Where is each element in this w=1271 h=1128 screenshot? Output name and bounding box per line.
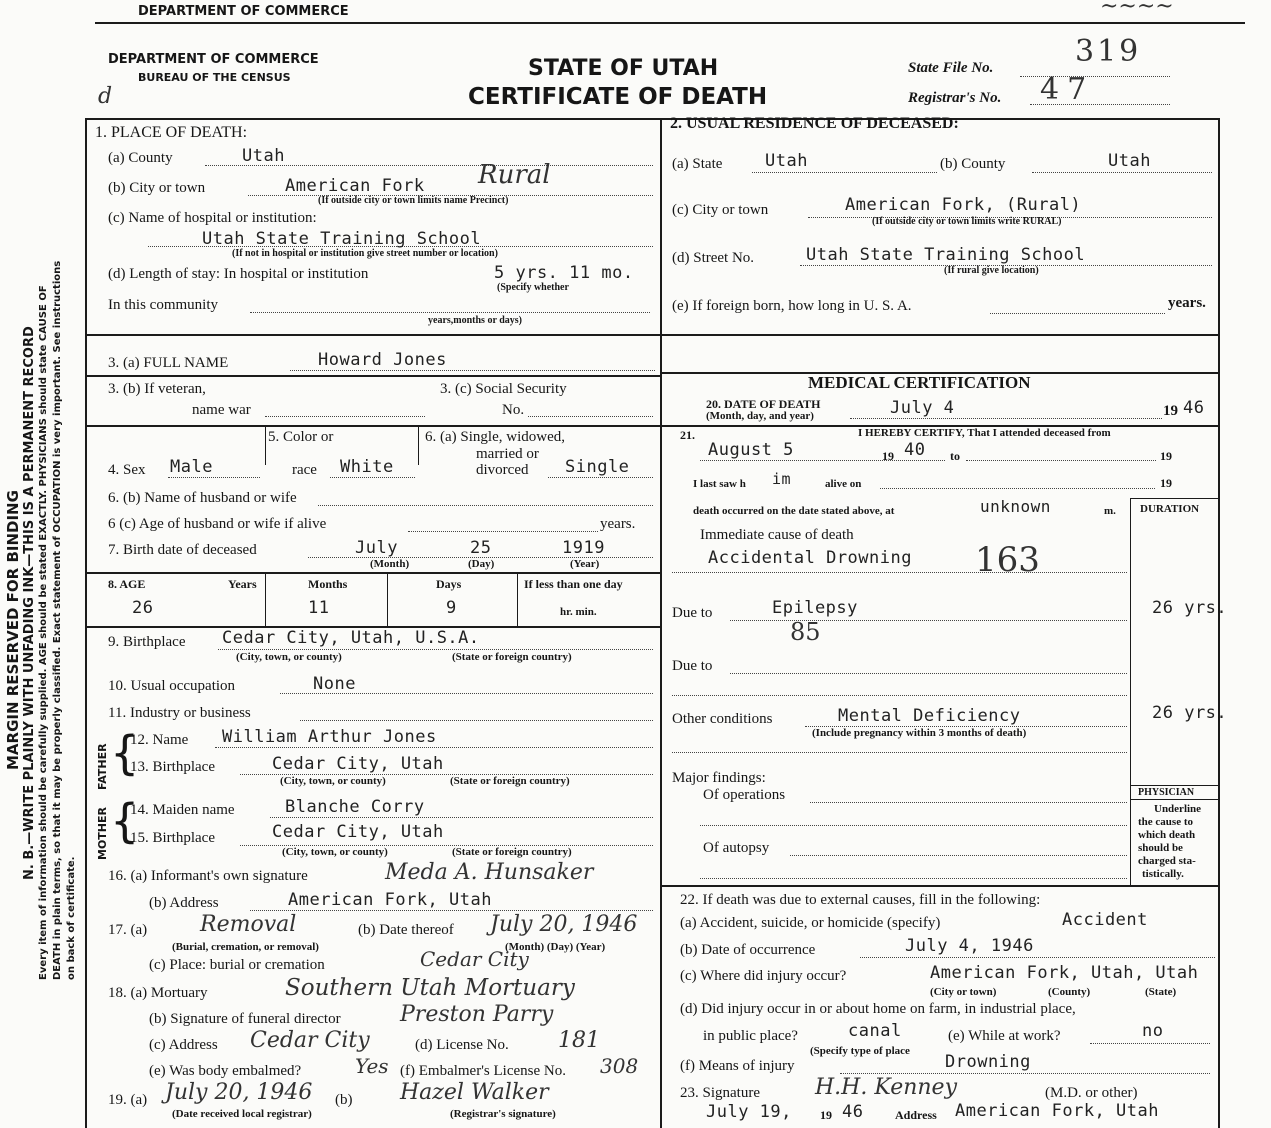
registrar-field-label: 19. (a) <box>108 1092 148 1108</box>
county-value: Utah <box>242 146 285 166</box>
physician-note-3: which death <box>1138 829 1196 841</box>
occurred-value: unknown <box>980 497 1051 516</box>
signature-address: American Fork, Utah <box>955 1101 1159 1121</box>
county-label: (a) County <box>108 150 173 166</box>
mother-birthplace-label: 15. Birthplace <box>130 830 215 846</box>
foreign-years: years. <box>1168 295 1206 311</box>
embalmed-value: Yes <box>355 1054 389 1078</box>
external-d-value: canal <box>848 1021 902 1041</box>
occupation-value: None <box>313 674 356 694</box>
other-conditions-duration: 26 yrs. <box>1152 703 1228 723</box>
burial-date: July 20, 1946 <box>490 912 638 937</box>
city-label: (b) City or town <box>108 180 206 196</box>
mother-birthplace-value: Cedar City, Utah <box>272 822 444 842</box>
saw-label: I last saw h <box>693 478 746 490</box>
signature-19: 19 <box>820 1108 832 1122</box>
margin-instructions-1: Every item of information should be carefully supplied. AGE should be stated EXACTLY. PHYSICIANS should state CAUSE OF <box>38 285 49 980</box>
certificate-title: CERTIFICATE OF DEATH <box>468 84 768 110</box>
res-state-label: (a) State <box>672 156 723 172</box>
stay-note: (Specify whether <box>497 282 569 293</box>
marital-line <box>548 477 653 478</box>
alive-19: 19 <box>1160 476 1172 490</box>
place-of-death-heading: 1. PLACE OF DEATH: <box>95 124 248 141</box>
physician-title: PHYSICIAN <box>1138 787 1195 798</box>
age-label: 8. AGE <box>108 577 146 591</box>
mother-tag: MOTHER <box>96 807 109 860</box>
external-b-label: (b) Date of occurrence <box>680 942 816 958</box>
occurred-label: death occurred on the date stated above, at <box>693 505 895 517</box>
embalmer-value: 308 <box>600 1054 639 1078</box>
top-rule <box>95 22 1245 24</box>
registrar-label: Registrar's No. <box>908 90 1002 106</box>
physician-box-top <box>1130 785 1220 786</box>
registrar-signature: Hazel Walker <box>400 1080 549 1105</box>
due-to-2-line <box>730 673 1127 674</box>
saw-value: im <box>772 470 792 488</box>
immediate-cause: Accidental Drowning <box>708 548 912 568</box>
embalmer-label: (f) Embalmer's License No. <box>400 1063 566 1079</box>
physician-note-1: Underline <box>1154 803 1202 815</box>
registrar-date: July 20, 1946 <box>165 1080 313 1105</box>
industry-line <box>300 720 653 721</box>
physician-note-5: charged sta- <box>1138 855 1196 867</box>
immediate-line <box>672 572 1127 573</box>
age-days-value: 9 <box>446 598 457 618</box>
mortuary-value: Southern Utah Mortuary <box>285 975 575 1001</box>
hospital-label: (c) Name of hospital or institution: <box>108 210 317 226</box>
res-county-value: Utah <box>1108 151 1151 171</box>
section-rule-1 <box>85 334 1220 336</box>
res-street-note: (If rural give location) <box>944 265 1039 276</box>
res-city-note: (If outside city or town limits write RURAL) <box>872 216 1062 227</box>
age-less-label: If less than one day <box>524 577 623 591</box>
external-a-value: Accident <box>1062 910 1148 930</box>
age-months-value: 11 <box>308 598 330 618</box>
duration-column-divider <box>1130 498 1131 885</box>
burial-note: (Burial, cremation, or removal) <box>172 941 319 953</box>
autopsy-line-2 <box>700 878 1127 879</box>
attended-from: August 5 <box>708 440 794 460</box>
father-bracket: { <box>110 726 140 780</box>
cell-divider-b <box>418 427 419 465</box>
mortuary-address: Cedar City <box>250 1028 370 1053</box>
due-to-extra-line <box>672 695 1127 696</box>
signature-label: 23. Signature <box>680 1085 760 1101</box>
foreign-label: (e) If foreign born, how long in U. S. A. <box>672 298 912 314</box>
immediate-cause-label: Immediate cause of death <box>700 527 854 543</box>
spouse-years: years. <box>600 516 636 532</box>
hospital-note: (If not in hospital or institution give street number or location) <box>232 248 498 259</box>
external-c-note-2: (County) <box>1048 986 1091 998</box>
res-street-value: Utah State Training School <box>806 245 1086 265</box>
father-birthplace-value: Cedar City, Utah <box>272 754 444 774</box>
sex-value: Male <box>170 457 213 477</box>
mother-bracket: { <box>110 794 140 848</box>
column-divider <box>660 118 662 1128</box>
physician-box-rule <box>1130 799 1220 800</box>
res-street-label: (d) Street No. <box>672 250 755 266</box>
form-left-border <box>85 118 87 1128</box>
res-state-line <box>752 172 937 173</box>
attended-to-19: 19 <box>1160 449 1172 463</box>
mother-name-label: 14. Maiden name <box>130 802 235 818</box>
community-note: years,months or days) <box>428 315 522 326</box>
res-county-line <box>1032 172 1212 173</box>
section-rule-2 <box>85 375 660 377</box>
birth-year: 1919 <box>562 538 605 558</box>
age-years-label: Years <box>228 577 257 591</box>
father-name-line <box>215 747 653 748</box>
date-of-death-19: 19 <box>1163 403 1178 419</box>
other-extra-line <box>672 752 1127 753</box>
margin-binding-note: MARGIN RESERVED FOR BINDING <box>4 490 22 770</box>
external-d-label-2: in public place? <box>703 1028 798 1044</box>
city-value: American Fork <box>285 176 425 196</box>
duration-label: DURATION <box>1140 503 1200 515</box>
attended-to-line <box>966 460 1156 461</box>
state-title: STATE OF UTAH <box>528 56 719 81</box>
community-line <box>250 312 650 313</box>
operations-line-2 <box>700 825 1127 826</box>
burial-label: 17. (a) <box>108 922 148 938</box>
autopsy-label: Of autopsy <box>703 840 770 856</box>
date-of-death: July 4 <box>890 398 955 418</box>
father-name-value: William Arthur Jones <box>222 727 437 747</box>
residence-heading: 2. USUAL RESIDENCE OF DECEASED: <box>670 115 959 132</box>
mother-bp-note-2: (State or foreign country) <box>452 846 572 858</box>
birth-month: July <box>355 538 398 558</box>
father-name-label: 12. Name <box>130 732 189 748</box>
age-years-value: 26 <box>132 598 154 618</box>
date-of-death-label: 20. DATE OF DEATH <box>706 397 821 411</box>
age-divider-3 <box>517 574 518 626</box>
res-city-label: (c) City or town <box>672 202 769 218</box>
veteran-label: 3. (b) If veteran, <box>108 381 206 397</box>
registrar-note-2: (Registrar's signature) <box>450 1108 556 1120</box>
other-conditions-note: (Include pregnancy within 3 months of death) <box>812 727 1027 739</box>
physician-signature: H.H. Kenney <box>815 1075 958 1100</box>
mortuary-address-label: (c) Address <box>149 1037 218 1053</box>
due-to-1-duration: 26 yrs. <box>1152 598 1228 618</box>
race-value: White <box>340 457 394 477</box>
external-d-note: (Specify type of place <box>810 1045 910 1057</box>
form-top-border <box>85 118 1220 120</box>
due-to-1: Epilepsy <box>772 598 858 618</box>
external-c-note-3: (State) <box>1145 986 1177 998</box>
corner-mark: d <box>98 84 113 109</box>
margin-ink-note: N. B.—WRITE PLAINLY WITH UNFADING INK—THIS IS A PERMANENT RECORD <box>22 326 37 880</box>
race-label: race <box>292 462 317 478</box>
spouse-line <box>318 505 653 506</box>
burial-date-label: (b) Date thereof <box>358 922 454 938</box>
external-f-line <box>840 1073 1210 1074</box>
full-name-line <box>290 370 655 371</box>
physician-note-2: the cause to <box>1138 816 1193 828</box>
age-days-label: Days <box>436 577 462 591</box>
stay-value: 5 yrs. 11 mo. <box>494 263 634 283</box>
registrar-note-1: (Date received local registrar) <box>172 1108 312 1120</box>
spouse-label: 6. (b) Name of husband or wife <box>108 490 297 506</box>
external-a-label: (a) Accident, suicide, or homicide (specify) <box>680 915 941 931</box>
city-handwritten: Rural <box>478 160 551 190</box>
margin-instructions-2: DEATH in plain terms, so that it may be properly classified. Exact statement of OCCUPATION is very important. See instructions <box>52 260 63 980</box>
birthplace-note-2: (State or foreign country) <box>452 651 572 663</box>
external-heading: 22. If death was due to external causes, fill in the following: <box>680 892 1041 908</box>
sex-label: 4. Sex <box>108 462 146 478</box>
physician-note-6: tistically. <box>1142 868 1184 880</box>
burial-value: Removal <box>200 912 297 937</box>
operations-label: Of operations <box>703 787 786 803</box>
informant-address-line <box>250 910 653 911</box>
informant-address: American Fork, Utah <box>288 890 492 910</box>
attended-19: 19 <box>882 449 894 463</box>
day-note: (Day) <box>468 558 495 570</box>
burial-date-note: (Month) (Day) (Year) <box>505 941 606 953</box>
sex-line <box>168 477 260 478</box>
alive-line <box>880 488 1155 489</box>
age-hr-min: hr. min. <box>560 606 597 618</box>
res-city-value: American Fork, (Rural) <box>845 195 1082 215</box>
external-c-value: American Fork, Utah, Utah <box>930 963 1199 983</box>
external-e-value: no <box>1142 1021 1164 1041</box>
date-of-death-note: (Month, day, and year) <box>706 410 814 422</box>
signature-date: July 19, <box>706 1102 792 1122</box>
informant-signature-label: 16. (a) Informant's own signature <box>108 868 308 884</box>
father-bp-note-2: (State or foreign country) <box>450 775 570 787</box>
date-of-death-year: 46 <box>1183 398 1205 418</box>
other-conditions: Mental Deficiency <box>838 706 1021 726</box>
external-f-value: Drowning <box>945 1052 1031 1072</box>
birthplace-line <box>218 649 653 650</box>
registrar-b-label: (b) <box>335 1092 353 1108</box>
external-rule <box>660 885 1220 887</box>
ssn-label: 3. (c) Social Security <box>440 381 567 397</box>
city-note: (If outside city or town limits name Precinct) <box>318 195 509 206</box>
place-label: (c) Place: burial or cremation <box>149 957 325 973</box>
mother-name-line <box>270 817 653 818</box>
certify-num: 21. <box>680 428 695 442</box>
spouse-age-line <box>408 531 598 532</box>
embalmed-label: (e) Was body embalmed? <box>149 1063 302 1079</box>
external-b-line <box>860 957 1215 958</box>
birth-day: 25 <box>470 538 492 558</box>
ssn-line <box>528 416 653 417</box>
license-value: 181 <box>558 1028 600 1053</box>
place-value: Cedar City <box>420 947 529 971</box>
state-file-label: State File No. <box>908 60 994 76</box>
marital-value: Single <box>565 457 630 477</box>
form-right-border <box>1218 118 1220 1128</box>
external-e-line <box>1090 1043 1210 1044</box>
attended-year: 40 <box>904 440 926 460</box>
cause-code-1: 163 <box>975 540 1040 580</box>
medical-heading: MEDICAL CERTIFICATION <box>808 373 1031 392</box>
bureau-label: BUREAU OF THE CENSUS <box>138 71 291 84</box>
occupation-label: 10. Usual occupation <box>108 678 236 694</box>
signature-year: 46 <box>842 1102 864 1122</box>
marital-label-3: divorced <box>476 462 529 478</box>
father-bp-note-1: (City, town, or county) <box>280 775 386 787</box>
signature-role: (M.D. or other) <box>1045 1085 1138 1101</box>
ssn-no-label: No. <box>502 402 525 418</box>
state-file-number: 319 <box>1075 34 1142 69</box>
veteran-line <box>265 416 425 417</box>
alive-label: alive on <box>825 478 862 490</box>
full-name-label: 3. (a) FULL NAME <box>108 355 229 371</box>
hospital-value: Utah State Training School <box>202 229 482 249</box>
margin-instructions-3: on back of certificate. <box>66 856 77 980</box>
date-of-death-line <box>850 418 1162 419</box>
corner-scribble: ~~~~ <box>1100 0 1174 19</box>
mortuary-label: 18. (a) Mortuary <box>108 985 208 1001</box>
age-divider-1 <box>265 574 266 626</box>
certify-text: I HEREBY CERTIFY, That I attended deceased from <box>858 427 1111 439</box>
marital-label: 6. (a) Single, widowed, <box>425 429 565 445</box>
informant-signature: Meda A. Hunsaker <box>385 860 594 885</box>
external-d-label: (d) Did injury occur in or about home on farm, in industrial place, <box>680 1001 1076 1017</box>
attended-to: to <box>950 449 960 463</box>
month-note: (Month) <box>370 558 410 570</box>
age-divider-2 <box>387 574 388 626</box>
physician-note-4: should be <box>1138 842 1183 854</box>
department-label: DEPARTMENT OF COMMERCE <box>108 52 319 67</box>
community-label: In this community <box>108 297 218 313</box>
birth-date-label: 7. Birth date of deceased <box>108 542 257 558</box>
father-tag: FATHER <box>96 743 109 790</box>
race-line <box>330 477 415 478</box>
birthplace-note-1: (City, town, or county) <box>236 651 342 663</box>
due-to-2-label: Due to <box>672 658 713 674</box>
foreign-line <box>990 313 1165 314</box>
birthplace-label: 9. Birthplace <box>108 634 186 650</box>
mother-bp-note-1: (City, town, or county) <box>282 846 388 858</box>
section-rule-4 <box>85 572 660 574</box>
signature-address-label: Address <box>895 1108 937 1122</box>
top-department-label: DEPARTMENT OF COMMERCE <box>138 4 349 19</box>
year-note: (Year) <box>570 558 600 570</box>
industry-label: 11. Industry or business <box>108 705 251 721</box>
cell-divider-a <box>265 427 266 465</box>
res-county-label: (b) County <box>940 156 1006 172</box>
birthplace-value: Cedar City, Utah, U.S.A. <box>222 628 480 648</box>
due-to-1-label: Due to <box>672 605 713 621</box>
duration-top-rule <box>1130 498 1220 499</box>
res-state-value: Utah <box>765 151 808 171</box>
external-c-note-1: (City or town) <box>930 986 997 998</box>
age-months-label: Months <box>308 577 348 591</box>
external-e-label: (e) While at work? <box>948 1028 1061 1044</box>
veteran-war-label: name war <box>192 402 251 418</box>
external-c-label: (c) Where did injury occur? <box>680 968 847 984</box>
color-label: 5. Color or <box>268 429 334 445</box>
stay-label: (d) Length of stay: In hospital or institution <box>108 266 369 282</box>
major-findings-label: Major findings: <box>672 770 766 786</box>
external-f-label: (f) Means of injury <box>680 1058 795 1074</box>
occurred-m: m. <box>1104 505 1116 517</box>
license-label: (d) License No. <box>415 1037 509 1053</box>
other-conditions-label: Other conditions <box>672 711 773 727</box>
marital-label-2: married or <box>476 446 539 462</box>
director-label: (b) Signature of funeral director <box>149 1011 341 1027</box>
attended-from-line <box>700 460 945 461</box>
spouse-age-label: 6 (c) Age of husband or wife if alive <box>108 516 327 532</box>
full-name-value: Howard Jones <box>318 350 447 370</box>
cause-code-2: 85 <box>790 618 821 646</box>
external-b-value: July 4, 1946 <box>905 936 1034 956</box>
mother-name-value: Blanche Corry <box>285 797 425 817</box>
operations-line <box>810 802 1127 803</box>
director-signature: Preston Parry <box>400 1002 554 1027</box>
autopsy-line <box>790 855 1127 856</box>
registrar-number: 47 <box>1040 72 1095 107</box>
informant-address-label: (b) Address <box>149 895 219 911</box>
father-birthplace-label: 13. Birthplace <box>130 759 215 775</box>
